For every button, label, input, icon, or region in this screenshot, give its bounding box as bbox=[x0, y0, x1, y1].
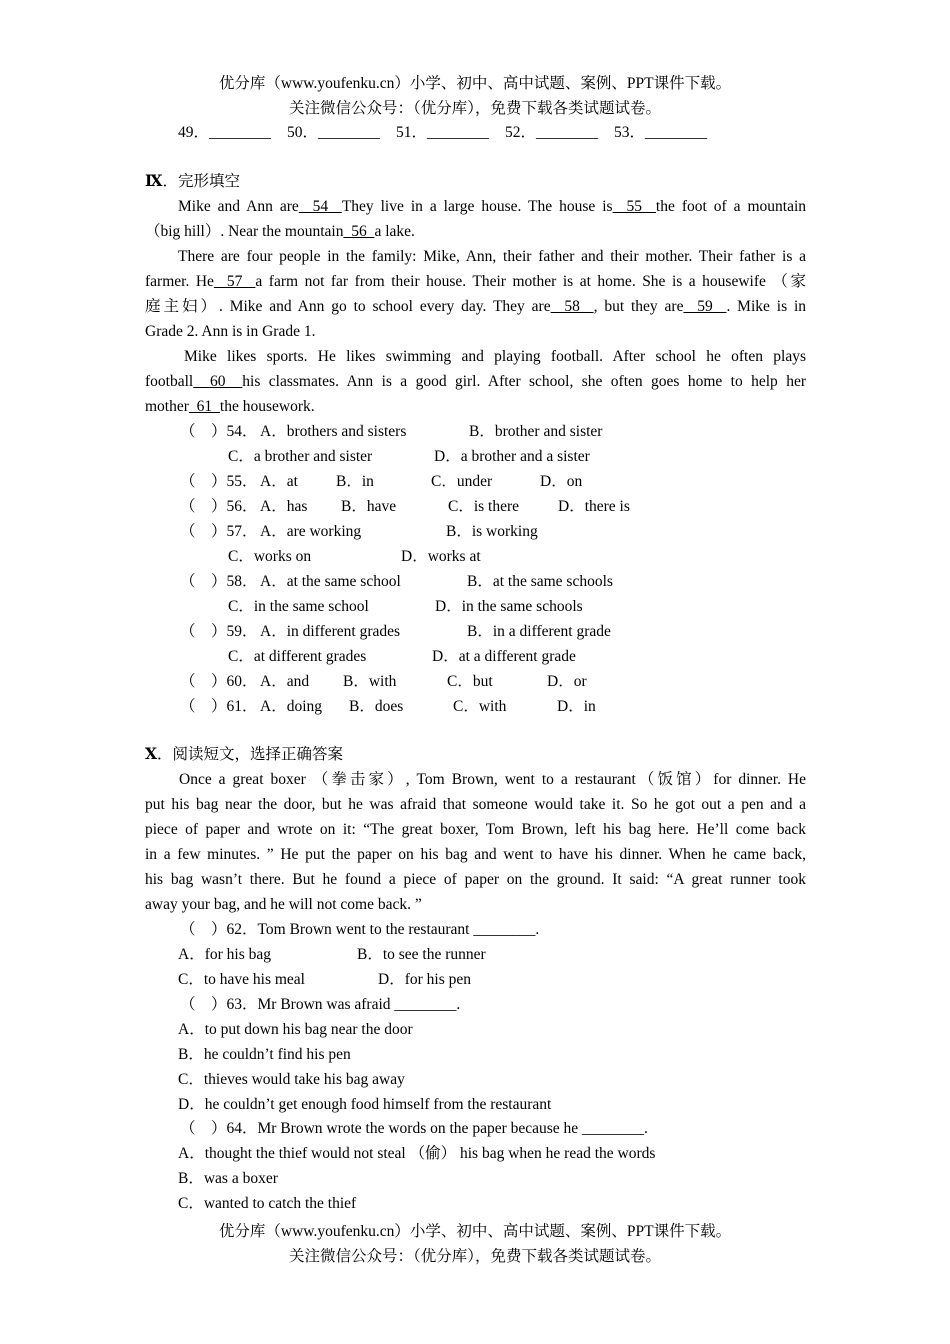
q63-option-a[interactable]: A．to put down his bag near the door bbox=[178, 1021, 413, 1038]
q62-option-c[interactable]: C．to have his meal bbox=[178, 971, 305, 988]
text: . Mike is in bbox=[726, 298, 807, 315]
q62-option-a[interactable]: A．for his bag bbox=[178, 946, 271, 963]
blank-56[interactable]: 56 bbox=[343, 223, 375, 240]
q55-number[interactable]: （ ）55． bbox=[180, 473, 258, 490]
q54-number[interactable]: （ ）54． bbox=[180, 423, 258, 440]
cloze-p2-line1: There are four people in the family: Mike, Ann, their father and their mother. Their father is a bbox=[178, 248, 806, 265]
text: the housework. bbox=[219, 398, 315, 415]
reading-line-1: Once a great boxer （拳击家）, Tom Brown, went to a restaurant（饭馆）for dinner. He bbox=[179, 771, 806, 788]
blank-59[interactable]: 59 bbox=[683, 298, 727, 315]
text: a lake. bbox=[374, 223, 415, 240]
q57-number[interactable]: （ ）57． bbox=[180, 523, 258, 540]
cloze-p3-line2 bbox=[145, 369, 806, 394]
text: the foot of a mountain bbox=[655, 198, 807, 215]
text: Mike and Ann are bbox=[178, 198, 299, 215]
q54-option-d[interactable]: D．a brother and a sister bbox=[434, 448, 590, 465]
q60-option-a[interactable]: A．and bbox=[260, 673, 310, 690]
q61-option-c[interactable]: C．with bbox=[453, 698, 507, 715]
q61-option-d[interactable]: D．in bbox=[557, 698, 596, 715]
reading-line-3: piece of paper and wrote on it: “The great boxer, Tom Brown, left his bag here. He’ll come back bbox=[145, 821, 806, 838]
q62-option-b[interactable]: B．to see the runner bbox=[357, 946, 486, 963]
q58-option-d[interactable]: D．in the same schools bbox=[435, 598, 583, 615]
cloze-p2-line4: Grade 2. Ann is in Grade 1. bbox=[145, 323, 316, 340]
q57-option-a[interactable]: A．are working bbox=[260, 523, 362, 540]
q54-option-a[interactable]: A．brothers and sisters bbox=[260, 423, 407, 440]
q59-option-d[interactable]: D．at a different grade bbox=[432, 648, 576, 665]
text: football bbox=[145, 373, 194, 390]
q63-option-b[interactable]: B．he couldn’t find his pen bbox=[178, 1046, 351, 1063]
q55-option-b[interactable]: B．in bbox=[336, 473, 374, 490]
q57-option-c[interactable]: C．works on bbox=[228, 548, 312, 565]
section-10-heading bbox=[145, 742, 343, 767]
blank-61[interactable]: 61 bbox=[188, 398, 220, 415]
q60-option-b[interactable]: B．with bbox=[343, 673, 397, 690]
q64-stem[interactable]: （ ）64．Mr Brown wrote the words on the paper because he ________. bbox=[180, 1120, 648, 1137]
cloze-p3-line1: Mike likes sports. He likes swimming and playing football. After school he often plays bbox=[184, 348, 806, 365]
q56-option-c[interactable]: C．is there bbox=[448, 498, 520, 515]
reading-line-6: away your bag, and he will not come back. ” bbox=[145, 896, 422, 913]
q63-stem[interactable]: （ ）63．Mr Brown was afraid ________. bbox=[180, 996, 461, 1013]
q59-number[interactable]: （ ）59． bbox=[180, 623, 258, 640]
q55-option-d[interactable]: D．on bbox=[540, 473, 583, 490]
text: （big hill）. Near the mountain bbox=[145, 223, 344, 240]
cloze-p1-line1 bbox=[178, 194, 806, 219]
text: his classmates. Ann is a good girl. After school, she often goes home to help her bbox=[242, 373, 806, 390]
text: They live in a large house. The house is bbox=[341, 198, 613, 215]
section-10-title: ．阅读短文，选择正确答案 bbox=[157, 746, 344, 763]
q55-option-c[interactable]: C．under bbox=[431, 473, 493, 490]
footer-line-1: 优分库（www.youfenku.cn）小学、初中、高中试题、案例、PPT课件下载。 bbox=[218, 1223, 732, 1240]
q59-option-c[interactable]: C．at different grades bbox=[228, 648, 367, 665]
blank-52[interactable]: 52．________ bbox=[505, 124, 599, 141]
cloze-p2-line2 bbox=[145, 269, 806, 294]
blank-55[interactable]: 55 bbox=[612, 198, 656, 215]
q60-number[interactable]: （ ）60． bbox=[180, 673, 258, 690]
q56-option-a[interactable]: A．has bbox=[260, 498, 308, 515]
q61-number[interactable]: （ ）61． bbox=[180, 698, 258, 715]
q54-option-b[interactable]: B．brother and sister bbox=[469, 423, 603, 440]
cloze-p2-line3 bbox=[145, 294, 806, 319]
q54-option-c[interactable]: C．a brother and sister bbox=[228, 448, 373, 465]
header-line-2: 关注微信公众号：（优分库），免费下载各类试题试卷。 bbox=[288, 100, 661, 117]
reading-line-4: in a few minutes. ” He put the paper on his bag and went to have his dinner. When he came back, bbox=[145, 846, 806, 863]
blank-49[interactable]: 49．________ bbox=[178, 124, 272, 141]
q58-option-b[interactable]: B．at the same schools bbox=[467, 573, 613, 590]
reading-line-5: his bag wasn’t there. But he found a piece of paper on the ground. It said: “A great runner took bbox=[145, 871, 806, 888]
q63-option-d[interactable]: D．he couldn’t get enough food himself from the restaurant bbox=[178, 1096, 552, 1113]
footer-line-2: 关注微信公众号：（优分库），免费下载各类试题试卷。 bbox=[288, 1248, 661, 1265]
q59-option-a[interactable]: A．in different grades bbox=[260, 623, 401, 640]
q56-number[interactable]: （ ）56． bbox=[180, 498, 258, 515]
q57-option-b[interactable]: B．is working bbox=[446, 523, 538, 540]
section-9-heading bbox=[145, 169, 240, 194]
cloze-p3-line3 bbox=[145, 394, 315, 419]
reading-line-2: put his bag near the door, but he was afraid that someone would take it. So he got out a pen and a bbox=[145, 796, 806, 813]
q60-option-c[interactable]: C．but bbox=[447, 673, 493, 690]
q64-option-b[interactable]: B．was a boxer bbox=[178, 1170, 278, 1187]
q57-option-d[interactable]: D．works at bbox=[401, 548, 481, 565]
header-line-1: 优分库（www.youfenku.cn）小学、初中、高中试题、案例、PPT课件下载。 bbox=[218, 75, 732, 92]
blank-58[interactable]: 58 bbox=[550, 298, 594, 315]
blank-60[interactable]: 60 bbox=[193, 373, 243, 390]
q62-option-d[interactable]: D．for his pen bbox=[378, 971, 471, 988]
q56-option-d[interactable]: D．there is bbox=[558, 498, 630, 515]
q61-option-b[interactable]: B．does bbox=[349, 698, 404, 715]
section-9-title: ．完形填空 bbox=[162, 173, 240, 190]
text: 庭主妇）. Mike and Ann go to school every day. They are bbox=[145, 298, 551, 315]
text: , but they are bbox=[593, 298, 684, 315]
q55-option-a[interactable]: A．at bbox=[260, 473, 298, 490]
blank-54[interactable]: 54 bbox=[298, 198, 342, 215]
blank-57[interactable]: 57 bbox=[213, 273, 256, 290]
text: a farm not far from their house. Their mother is at home. She is a housewife （家 bbox=[255, 273, 806, 290]
text: mother bbox=[145, 398, 189, 415]
q60-option-d[interactable]: D．or bbox=[547, 673, 587, 690]
section-10-number: Ⅹ bbox=[145, 746, 158, 763]
text: farmer. He bbox=[145, 273, 214, 290]
q64-option-c[interactable]: C．wanted to catch the thief bbox=[178, 1195, 357, 1212]
q59-option-b[interactable]: B．in a different grade bbox=[467, 623, 611, 640]
blank-50[interactable]: 50．________ bbox=[287, 124, 381, 141]
q58-option-a[interactable]: A．at the same school bbox=[260, 573, 401, 590]
q58-number[interactable]: （ ）58． bbox=[180, 573, 258, 590]
q56-option-b[interactable]: B．have bbox=[341, 498, 397, 515]
q64-option-a[interactable]: A．thought the thief would not steal （偷） his bag when he read the words bbox=[178, 1145, 656, 1162]
q58-option-c[interactable]: C．in the same school bbox=[228, 598, 369, 615]
q61-option-a[interactable]: A．doing bbox=[260, 698, 323, 715]
blank-53[interactable]: 53．________ bbox=[614, 124, 708, 141]
q63-option-c[interactable]: C．thieves would take his bag away bbox=[178, 1071, 405, 1088]
q62-stem[interactable]: （ ）62．Tom Brown went to the restaurant ________. bbox=[180, 921, 540, 938]
blank-51[interactable]: 51．________ bbox=[396, 124, 490, 141]
section-9-number: Ⅸ bbox=[145, 173, 163, 190]
cloze-p1-line2 bbox=[145, 219, 415, 244]
